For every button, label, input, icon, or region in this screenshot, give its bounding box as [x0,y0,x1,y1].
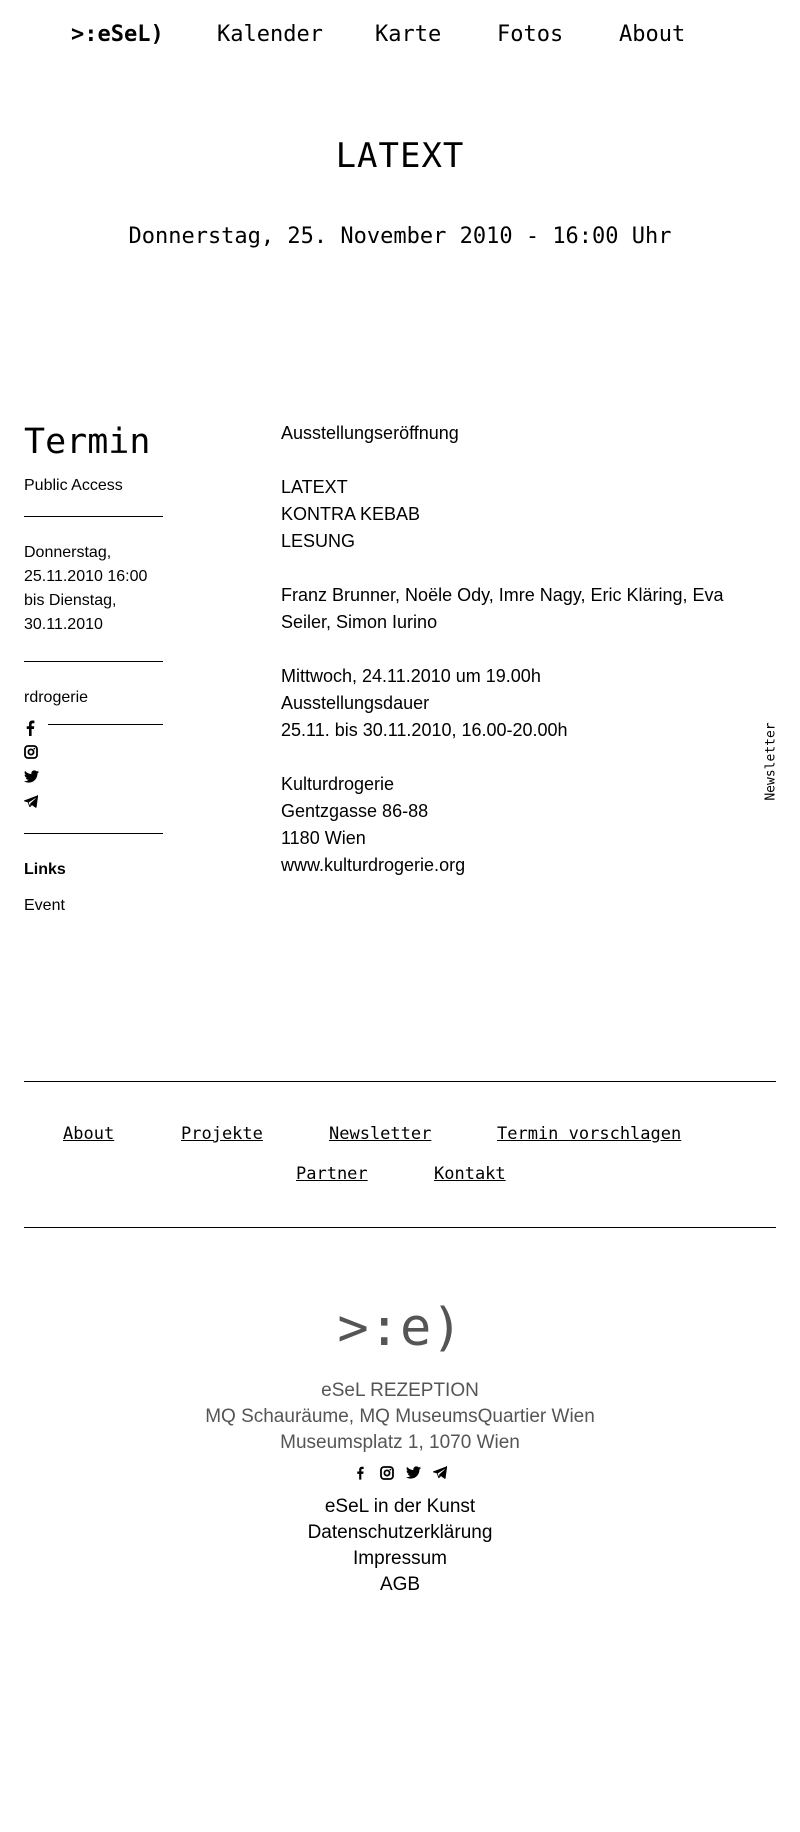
footer-link-partner[interactable]: Partner [296,1164,368,1184]
description-line: Ausstellungsdauer [281,693,430,713]
venue-street: Gentzgasse 86-88 [281,801,429,821]
footer-link-projekte[interactable]: Projekte [181,1124,263,1144]
footer-divider [24,1081,776,1082]
venue-link[interactable]: rdrogerie [24,689,89,706]
nav-item-about[interactable]: About [619,22,686,47]
nav-item-fotos[interactable]: Fotos [497,22,564,47]
venue-name: Kulturdrogerie [281,774,395,794]
description-line: Ausstellungseröffnung [281,423,459,443]
event-title: LATEXT [335,136,465,176]
social-share-column [24,720,48,820]
telegram-icon[interactable] [24,795,48,820]
footer-social-icons [0,1466,800,1484]
facebook-icon[interactable] [24,720,48,745]
brand-logo[interactable]: >:eSeL) [71,22,164,47]
description-paragraph [281,420,751,447]
date-range-line: 30.11.2010 [24,616,103,633]
links-heading: Links [24,861,66,878]
event-date-range [24,541,164,637]
artist-list: Franz Brunner, Noële Ody, Imre Nagy, Eric Kläring, Eva Seiler, Simon Iurino [281,585,724,632]
sidebar-divider [24,833,163,834]
description-line: LESUNG [281,531,356,551]
footer-link-kontakt[interactable]: Kontakt [434,1164,506,1184]
venue-website: www.kulturdrogerie.org [281,855,466,875]
footer-address: Museumsplatz 1, 1070 Wien [280,1432,520,1453]
access-label: Public Access [24,477,123,494]
twitter-icon[interactable] [402,1466,424,1484]
description-line: 25.11. bis 30.11.2010, 16.00-20.00h [281,720,568,740]
event-sidebar [24,420,164,918]
footer-org-name: eSeL REZEPTION [321,1380,479,1401]
description-paragraph [281,582,751,636]
instagram-icon[interactable] [376,1466,398,1484]
sidebar-heading: Termin [24,422,151,462]
telegram-icon[interactable] [429,1466,451,1484]
footer-link-datenschutz[interactable]: Datenschutzerklärung [307,1522,493,1543]
date-range-line: bis Dienstag, [24,592,117,609]
nav-item-kalender[interactable]: Kalender [217,22,323,47]
footer-link-esel-in-der-kunst[interactable]: eSeL in der Kunst [324,1496,476,1517]
description-paragraph [281,474,751,555]
footer-divider [24,1227,776,1228]
footer-link-newsletter[interactable]: Newsletter [329,1124,432,1144]
facebook-icon[interactable] [349,1466,371,1484]
description-line: LATEXT [281,477,348,497]
footer-link-about[interactable]: About [63,1124,115,1144]
newsletter-tab[interactable] [759,722,781,808]
sidebar-divider [24,661,163,662]
event-date: Donnerstag, 25. November 2010 - 16:00 Uhr [128,224,672,249]
date-range-line: Donnerstag, [24,544,112,561]
instagram-icon[interactable] [24,745,48,770]
event-description [281,420,751,906]
footer-location: MQ Schauräume, MQ MuseumsQuartier Wien [205,1406,595,1427]
description-line: Mittwoch, 24.11.2010 um 19.00h [281,666,541,686]
newsletter-tab-label: Newsletter [763,722,779,801]
nav-item-karte[interactable]: Karte [375,22,442,47]
description-line: KONTRA KEBAB [281,504,421,524]
twitter-icon[interactable] [24,770,48,795]
footer-logo: >:e) [337,1298,463,1358]
description-paragraph [281,771,751,879]
top-navigation [0,22,800,52]
footer-link-impressum[interactable]: Impressum [353,1548,447,1569]
footer-link-termin-vorschlagen[interactable]: Termin vorschlagen [497,1124,682,1144]
sidebar-divider [24,516,163,517]
description-paragraph [281,663,751,744]
footer-legal-links [0,1494,800,1598]
date-range-line: 25.11.2010 16:00 [24,568,148,585]
footer-link-agb[interactable]: AGB [379,1574,421,1595]
venue-city: 1180 Wien [281,828,366,848]
event-link[interactable]: Event [24,897,65,914]
